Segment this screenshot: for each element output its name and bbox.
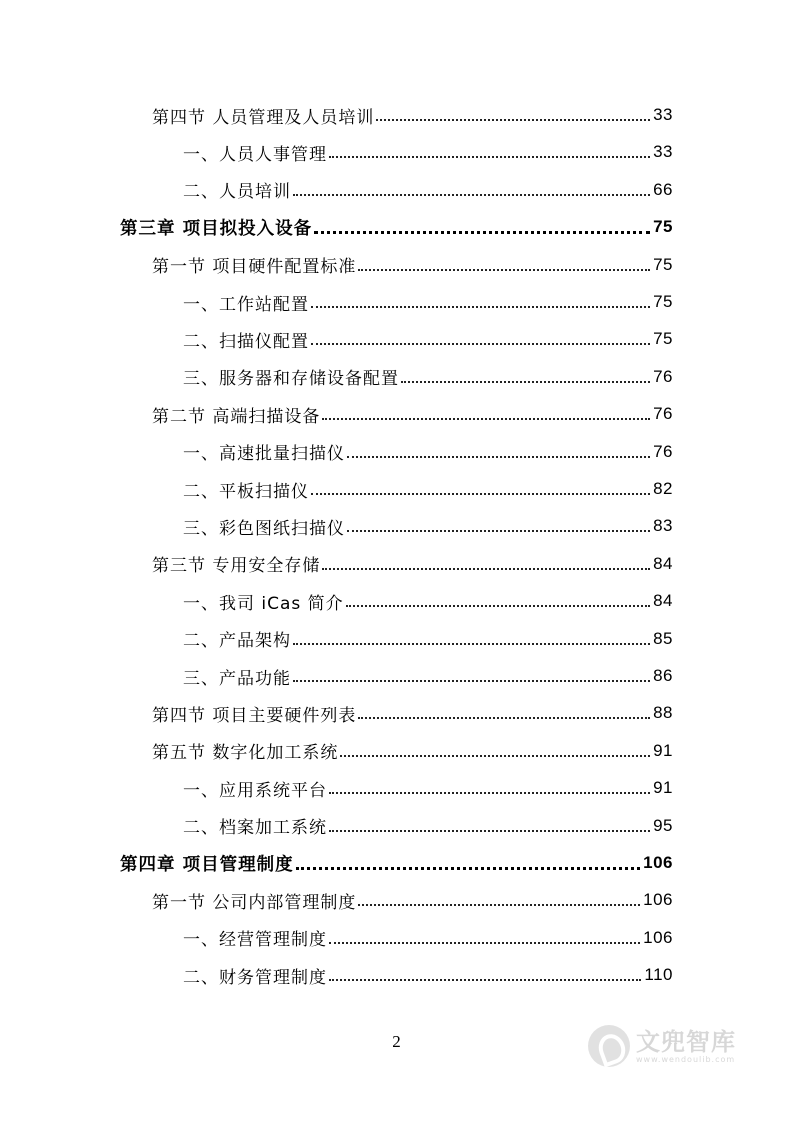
toc-entry[interactable] — [152, 250, 673, 280]
toc-entry-page: 91 — [653, 778, 673, 798]
toc-entry[interactable] — [183, 437, 673, 467]
toc-entry-title: 第四节 项目主要硬件列表 — [152, 705, 357, 726]
toc-entry-page: 84 — [653, 591, 673, 611]
toc-entry[interactable] — [120, 212, 673, 242]
toc-dot-leader — [293, 624, 650, 654]
toc-dot-leader — [347, 511, 650, 541]
toc-entry-title: 一、应用系统平台 — [183, 780, 327, 801]
toc-dot-leader — [347, 437, 650, 467]
toc-dot-leader — [346, 586, 650, 616]
toc-entry-title: 二、平板扫描仪 — [183, 481, 309, 502]
toc-entry[interactable] — [183, 773, 673, 803]
toc-entry[interactable] — [183, 324, 673, 354]
toc-entry[interactable] — [183, 923, 673, 953]
toc-entry-page: 82 — [653, 479, 673, 498]
watermark-url: www.wendoulib.com — [636, 1054, 736, 1064]
toc-entry[interactable] — [183, 287, 673, 317]
page-number: 2 — [392, 1032, 401, 1051]
toc-entry-page: 106 — [643, 890, 673, 910]
toc-entry-page: 110 — [644, 965, 673, 985]
toc-entry-title: 二、财务管理制度 — [183, 967, 327, 988]
toc-entry-title: 一、我司 iCas 简介 — [183, 593, 344, 614]
toc-entry-title: 二、扫描仪配置 — [183, 331, 309, 352]
toc-entry[interactable] — [183, 137, 673, 167]
toc-entry-title: 一、高速批量扫描仪 — [183, 444, 345, 465]
toc-entry[interactable] — [152, 100, 673, 130]
toc-entry[interactable] — [183, 960, 673, 990]
toc-entry-page: 66 — [653, 179, 673, 199]
toc-entry-page: 83 — [653, 516, 673, 536]
toc-dot-leader — [329, 960, 641, 990]
toc-dot-leader — [340, 736, 650, 766]
toc-dot-leader — [329, 811, 650, 841]
toc-entry-page: 84 — [653, 553, 673, 573]
watermark — [588, 1018, 758, 1074]
toc-entry-page: 75 — [653, 217, 673, 237]
toc-entry[interactable] — [152, 399, 673, 429]
toc-entry-page: 95 — [653, 815, 673, 835]
toc-entry-title: 三、产品功能 — [183, 668, 291, 689]
toc-entry-page: 33 — [653, 105, 673, 124]
toc-entry-title: 一、经营管理制度 — [183, 930, 327, 951]
watermark-logo-icon — [588, 1025, 630, 1067]
toc-entry[interactable] — [183, 586, 673, 616]
toc-dot-leader — [293, 661, 650, 691]
toc-entry-page: 86 — [653, 666, 673, 685]
toc-dot-leader — [322, 549, 650, 579]
toc-entry-title: 一、人员人事管理 — [183, 144, 327, 165]
toc-dot-leader — [358, 698, 650, 728]
toc-entry-title: 第二节 高端扫描设备 — [152, 406, 321, 427]
toc-entry-title: 二、人员培训 — [183, 182, 291, 203]
toc-dot-leader — [296, 848, 641, 878]
watermark-title: 文兜智库 — [636, 1027, 736, 1056]
toc-entry-page: 91 — [653, 740, 673, 760]
toc-entry-title: 第五节 数字化加工系统 — [152, 743, 339, 764]
toc-dot-leader — [401, 362, 650, 392]
toc-entry-title: 三、服务器和存储设备配置 — [183, 369, 399, 390]
toc-entry[interactable] — [183, 511, 673, 541]
toc-entry-page: 88 — [653, 703, 673, 723]
toc-dot-leader — [376, 100, 650, 130]
toc-entry-title: 第四节 人员管理及人员培训 — [152, 107, 375, 128]
toc-dot-leader — [311, 287, 650, 317]
toc-dot-leader — [358, 885, 640, 915]
toc-entry-title: 第一节 公司内部管理制度 — [152, 892, 357, 913]
toc-entry-title: 三、彩色图纸扫描仪 — [183, 518, 345, 539]
toc-entry[interactable] — [152, 885, 673, 915]
toc-entry[interactable] — [120, 848, 673, 878]
toc-entry-page: 106 — [643, 927, 673, 947]
toc-entry[interactable] — [152, 549, 673, 579]
toc-entry[interactable] — [183, 624, 673, 654]
toc-entry-page: 76 — [653, 366, 673, 386]
toc-entry[interactable] — [152, 736, 673, 766]
toc-entry-title: 第一节 项目硬件配置标准 — [152, 257, 357, 278]
toc-dot-leader — [322, 399, 650, 429]
toc-dot-leader — [311, 474, 650, 504]
toc-entry[interactable] — [183, 661, 673, 691]
toc-entry-page: 75 — [653, 292, 673, 311]
toc-entry-title: 一、工作站配置 — [183, 294, 309, 315]
toc-entry-page: 76 — [653, 441, 673, 461]
toc-entry-title: 二、档案加工系统 — [183, 818, 327, 839]
toc-entry-page: 75 — [653, 329, 673, 349]
toc-dot-leader — [329, 137, 650, 167]
toc-entry[interactable] — [183, 175, 673, 205]
toc-entry-title: 第四章 项目管理制度 — [120, 854, 294, 875]
toc-entry-page: 106 — [643, 853, 673, 872]
toc-entry-page: 76 — [653, 404, 673, 424]
toc-entry[interactable] — [152, 698, 673, 728]
toc-dot-leader — [311, 324, 650, 354]
toc-entry[interactable] — [183, 474, 673, 504]
toc-entry-title: 第三章 项目拟投入设备 — [120, 218, 313, 239]
toc-dot-leader — [314, 212, 650, 242]
toc-dot-leader — [329, 773, 650, 803]
toc-entry-title: 第三节 专用安全存储 — [152, 556, 321, 577]
toc-dot-leader — [358, 250, 650, 280]
toc-dot-leader — [329, 923, 640, 953]
toc-entry-title: 二、产品架构 — [183, 631, 291, 652]
toc-dot-leader — [293, 175, 650, 205]
toc-entry[interactable] — [183, 362, 673, 392]
toc-entry-page: 75 — [653, 254, 673, 274]
toc-entry-page: 85 — [653, 628, 673, 648]
toc-entry-page: 33 — [653, 142, 673, 162]
toc-entry[interactable] — [183, 811, 673, 841]
